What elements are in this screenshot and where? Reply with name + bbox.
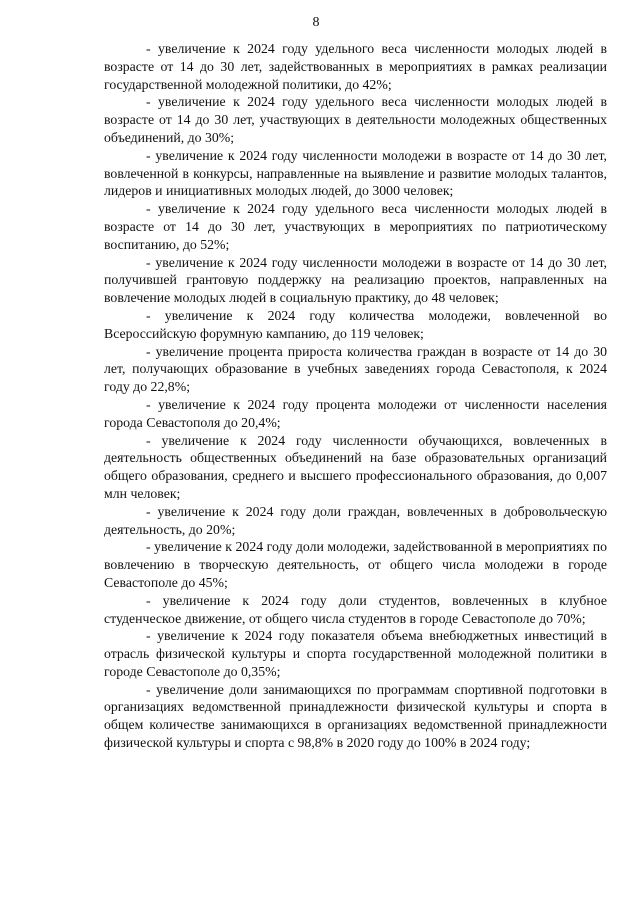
list-item: - увеличение к 2024 году показателя объема внебюджетных инвестиций в отрасль физической культуры и спорта государственной молодежной политики в городе Севастополе до 0,35%;	[104, 628, 607, 679]
list-item: - увеличение к 2024 году доли студентов, вовлеченных в клубное студенческое движение, от общего числа студентов в городе Севастополе до 70%;	[104, 592, 607, 626]
document-body	[104, 40, 607, 752]
list-item: - увеличение к 2024 году доли молодежи, задействованной в мероприятиях по вовлечению в творческую деятельность, от общего числа молодежи в городе Севастополе до 45%;	[104, 539, 607, 590]
list-item: - увеличение к 2024 году численности молодежи в возрасте от 14 до 30 лет, вовлеченной в конкурсы, направленные на выявление и развитие молодых талантов, лидеров и инициативных молодых людей, до 3000 человек;	[104, 147, 607, 199]
list-item: - увеличение доли занимающихся по программам спортивной подготовки в организациях ведомственной принадлежности физической культуры и спорта в общем количестве занимающихся в организациях ведомственной принадлежности физической культуры и спорта с 98,8% в 2020 году до 100% в 2024 году;	[104, 681, 607, 751]
list-item: - увеличение к 2024 году численности молодежи в возрасте от 14 до 30 лет, получившей грантовую поддержку на реализацию проектов, направленных на вовлечение молодых людей в социальную практику, до 48 человек;	[104, 254, 607, 306]
list-item: - увеличение к 2024 году количества молодежи, вовлеченной во Всероссийскую форумную кампанию, до 119 человек;	[104, 307, 607, 341]
list-item: - увеличение к 2024 году удельного веса численности молодых людей в возрасте от 14 до 30 лет, участвующих в мероприятиях по патриотическому воспитанию, до 52%;	[104, 201, 607, 252]
list-item: - увеличение к 2024 году процента молодежи от численности населения города Севастополя до 20,4%;	[104, 396, 607, 430]
list-item: - увеличение процента прироста количества граждан в возрасте от 14 до 30 лет, получающих образование в учебных заведениях города Севастополя, к 2024 году до 22,8%;	[104, 343, 607, 395]
list-item: - увеличение к 2024 году численности обучающихся, вовлеченных в деятельность общественных объединений на базе образовательных организаций общего образования, среднего и высшего профессионального образования, до 0,007 млн человек;	[104, 432, 607, 501]
list-item: - увеличение к 2024 году удельного веса численности молодых людей в возрасте от 14 до 30 лет, задействованных в мероприятиях в рамках реализации государственной молодежной политики, до 42%;	[104, 41, 607, 92]
list-item: - увеличение к 2024 году удельного веса численности молодых людей в возрасте от 14 до 30 лет, участвующих в деятельности молодежных общественных объединений, до 30%;	[104, 94, 607, 145]
page-number: 8	[312, 15, 320, 30]
list-item: - увеличение к 2024 году доли граждан, вовлеченных в добровольческую деятельность, до 20%;	[104, 503, 607, 537]
